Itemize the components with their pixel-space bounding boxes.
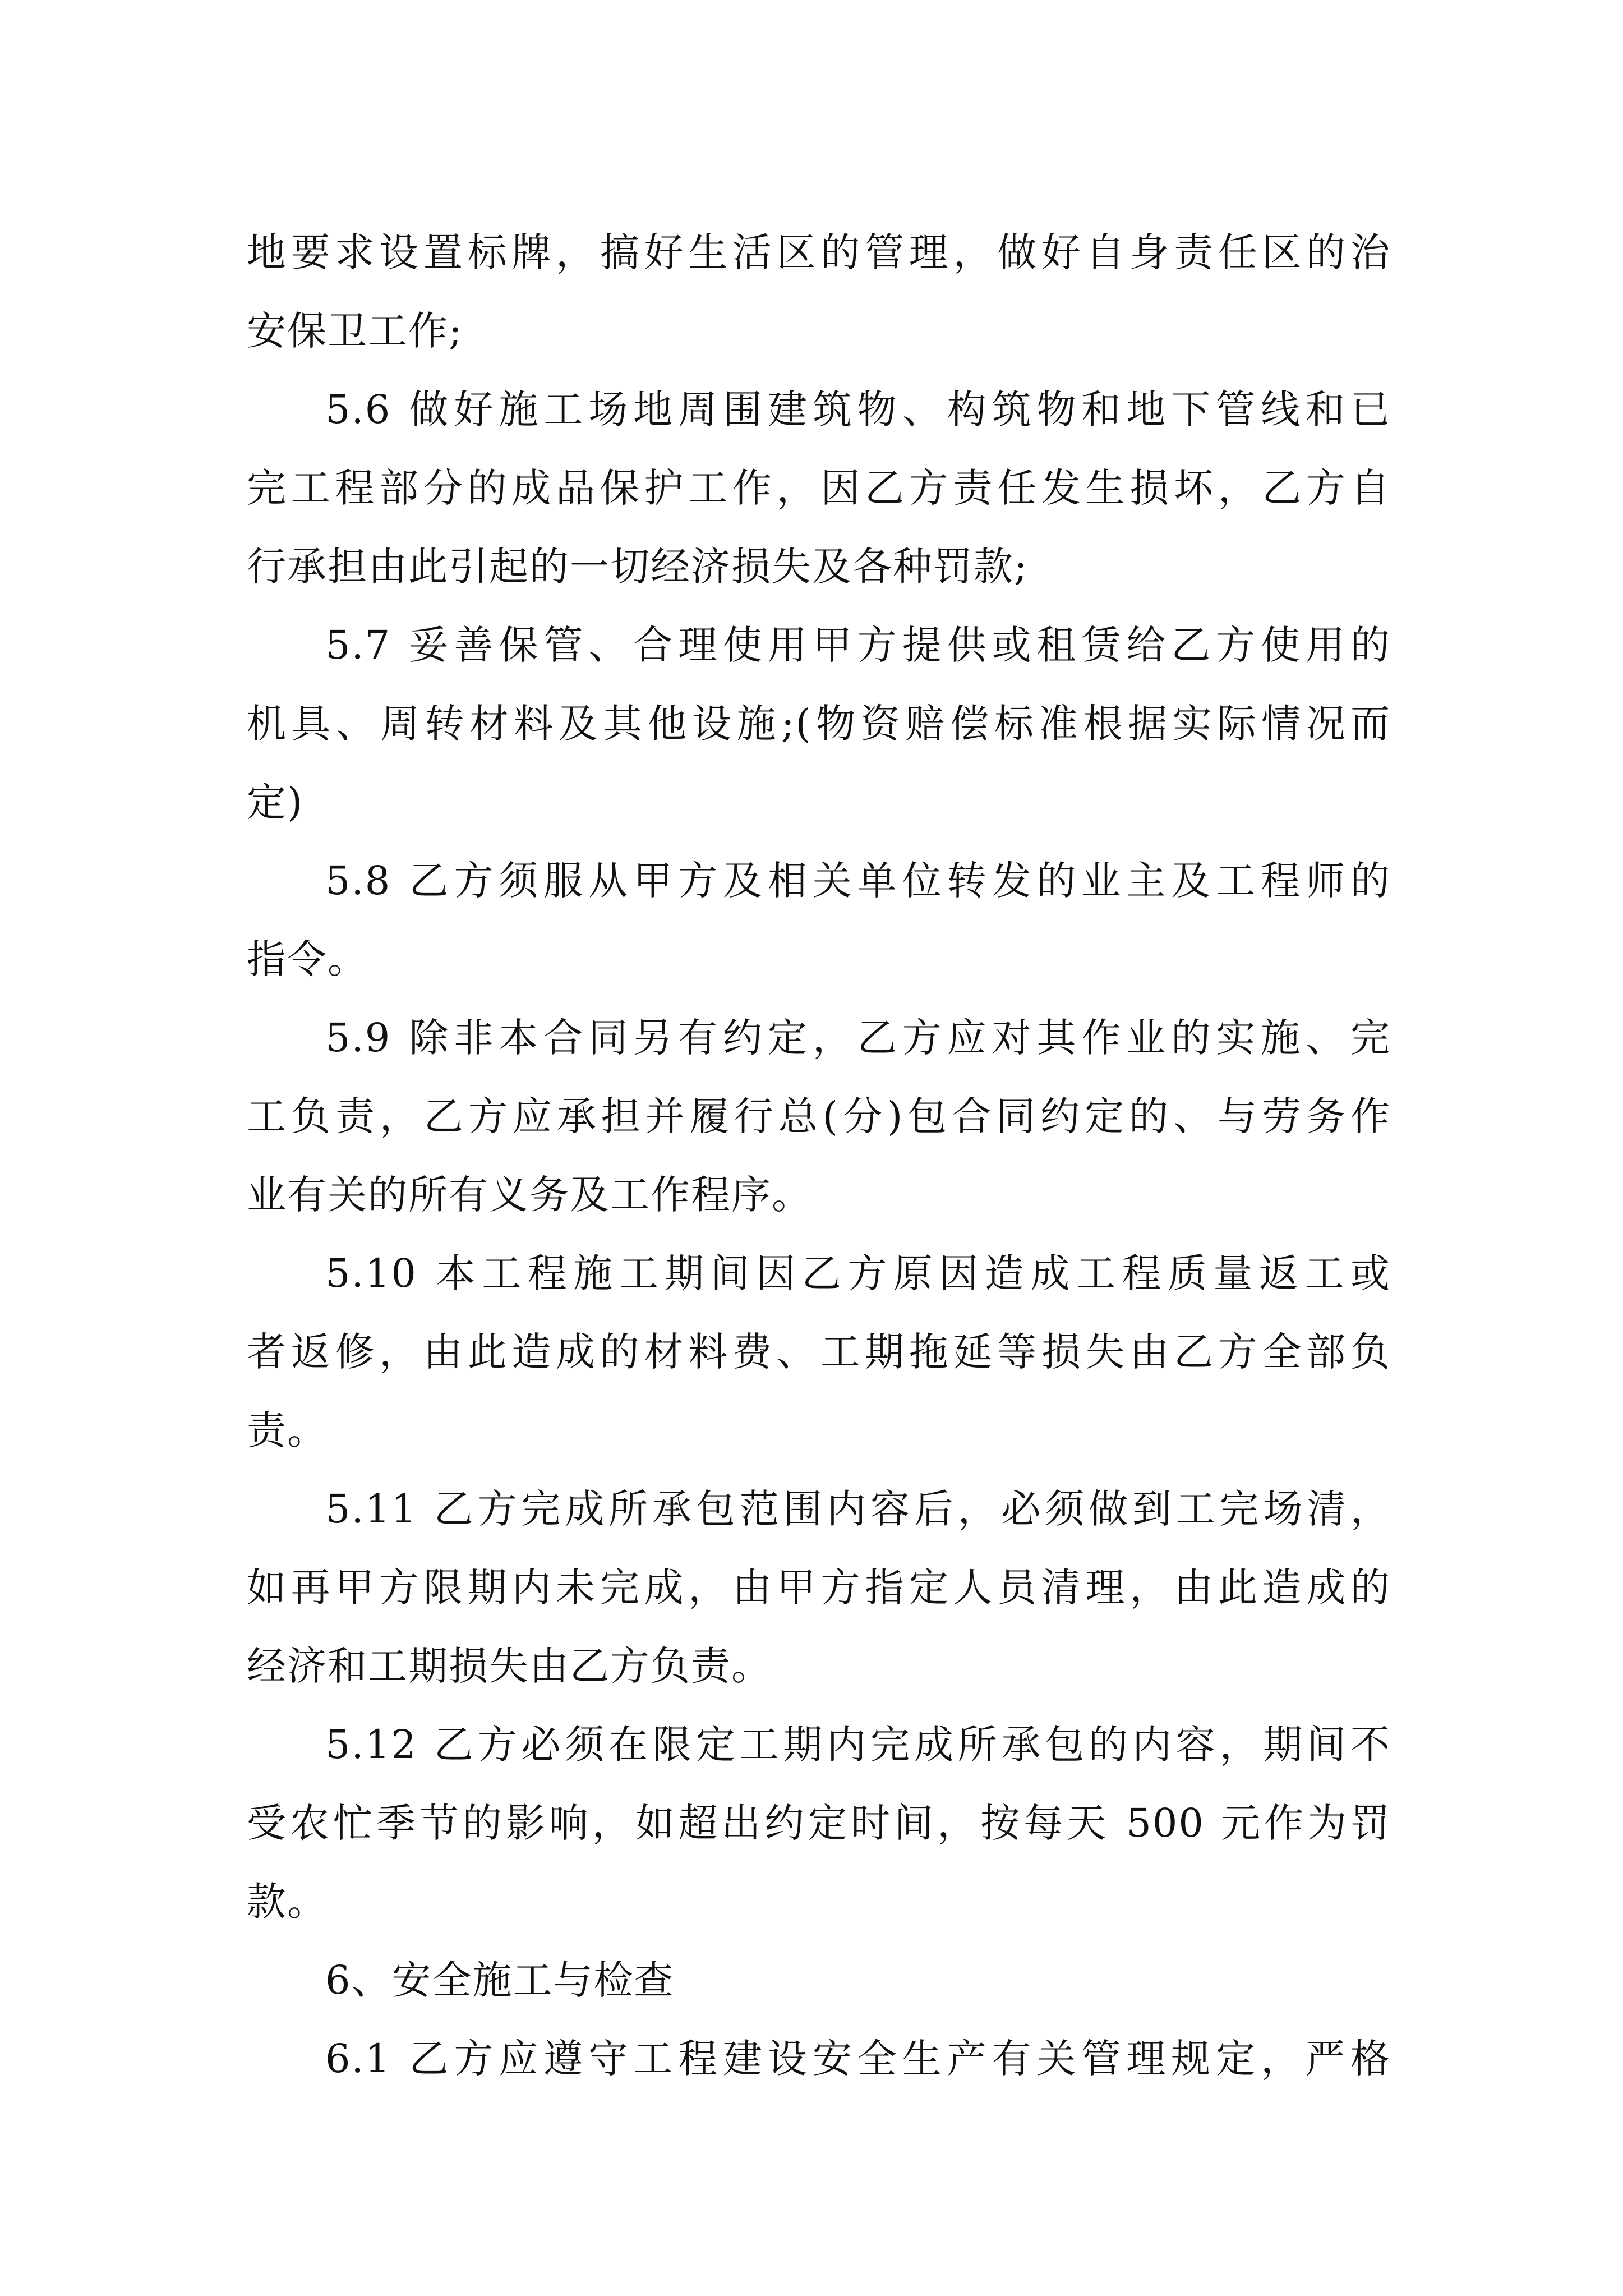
text-line: 6.1 乙方应遵守工程建设安全生产有关管理规定，严格	[325, 2036, 1391, 2082]
clause-5-11	[247, 1470, 1391, 1705]
clause-5-7	[247, 606, 1391, 841]
clause-5-8	[247, 841, 1391, 999]
text-line: 5.8 乙方须服从甲方及相关单位转发的业主及工程师的	[325, 858, 1391, 904]
paragraph-continuation	[247, 213, 1391, 370]
text-line: 安保卫工作;	[247, 308, 463, 354]
document-page	[247, 213, 1391, 2098]
text-line: 如再甲方限期内未完成，由甲方指定人员清理，由此造成的	[247, 1565, 1391, 1611]
text-line: 5.9 除非本合同另有约定，乙方应对其作业的实施、完	[325, 1015, 1391, 1061]
text-line: 机具、周转材料及其他设施;(物资赔偿标准根据实际情况而	[247, 701, 1391, 747]
clause-5-6	[247, 370, 1391, 606]
clause-5-12	[247, 1705, 1391, 1941]
text-line: 5.7 妥善保管、合理使用甲方提供或租赁给乙方使用的	[325, 622, 1391, 668]
clause-5-9	[247, 999, 1391, 1234]
section-heading: 6、安全施工与检查	[325, 1957, 675, 2003]
text-line: 工负责，乙方应承担并履行总(分)包合同约定的、与劳务作	[247, 1093, 1391, 1139]
clause-6-1	[247, 2019, 1391, 2098]
text-line: 5.10 本工程施工期间因乙方原因造成工程质量返工或	[325, 1250, 1391, 1296]
text-line: 定)	[247, 779, 304, 825]
text-line: 款。	[247, 1879, 328, 1925]
text-line: 经济和工期损失由乙方负责。	[247, 1643, 772, 1689]
text-line: 业有关的所有义务及工作程序。	[247, 1172, 812, 1218]
text-line: 指令。	[247, 936, 368, 982]
text-line: 责。	[247, 1407, 328, 1453]
text-line: 5.11 乙方完成所承包范围内容后，必须做到工完场清，	[325, 1486, 1391, 1532]
text-line: 完工程部分的成品保护工作，因乙方责任发生损坏，乙方自	[247, 465, 1391, 511]
text-line: 5.12 乙方必须在限定工期内完成所承包的内容，期间不	[325, 1722, 1391, 1768]
text-line: 地要求设置标牌，搞好生活区的管理，做好自身责任区的治	[247, 229, 1391, 275]
text-line: 行承担由此引起的一切经济损失及各种罚款;	[247, 544, 1029, 590]
clause-5-10	[247, 1234, 1391, 1470]
text-line: 受农忙季节的影响，如超出约定时间，按每天 500 元作为罚	[247, 1800, 1391, 1846]
text-line: 者返修，由此造成的材料费、工期拖延等损失由乙方全部负	[247, 1329, 1391, 1375]
text-line: 5.6 做好施工场地周围建筑物、构筑物和地下管线和已	[325, 386, 1391, 432]
section-6-heading	[247, 1941, 1391, 2019]
